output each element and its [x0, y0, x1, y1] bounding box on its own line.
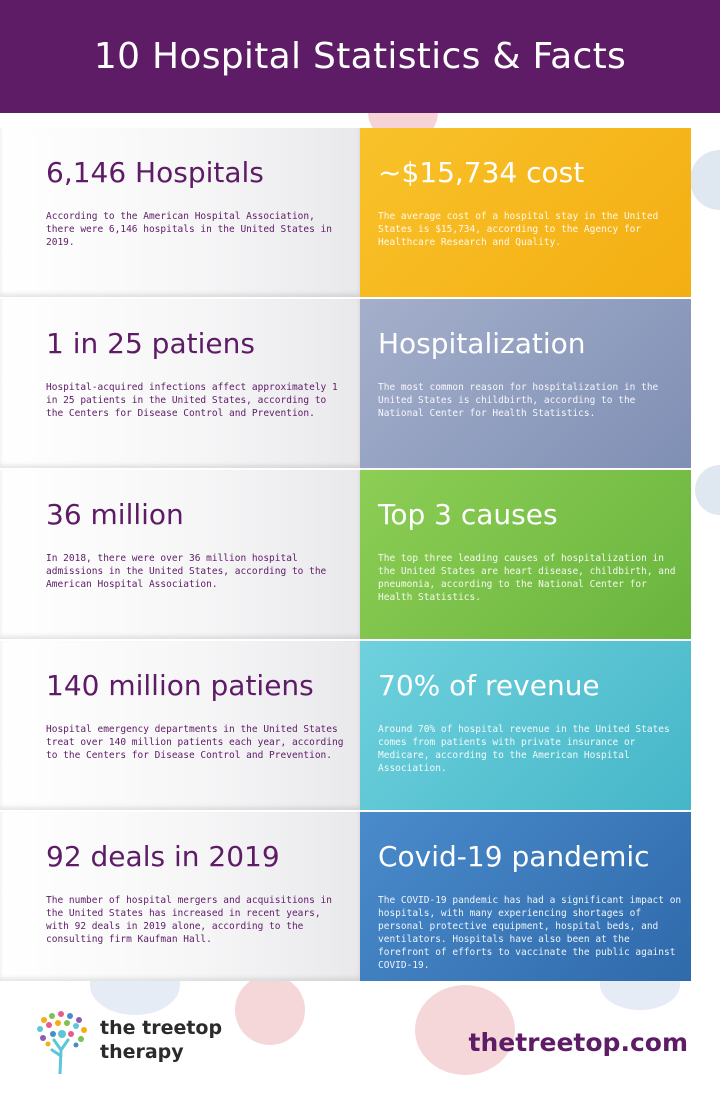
website-link[interactable]: thetreetop.com: [468, 1028, 688, 1057]
stat-title: 140 million patiens: [46, 669, 314, 702]
tree-logo-icon: [34, 1010, 90, 1074]
stat-card-right: [360, 299, 691, 468]
stat-title: 92 deals in 2019: [46, 840, 280, 873]
stat-card-left: [0, 470, 360, 639]
page-title: 10 Hospital Statistics & Facts: [93, 36, 627, 77]
stat-row: [0, 128, 720, 297]
brand-line: therapy: [100, 1041, 184, 1063]
stat-description: The COVID-19 pandemic has had a significant impact on hospitals, with many experiencing shortages of personal protective equipment, hospital beds, and ventilators. Hospitals have also been at the forefront of efforts to vaccinate the public against COVID-19.: [378, 895, 682, 971]
stat-card-left: [0, 128, 360, 297]
stat-card-right: [360, 812, 691, 981]
stat-card-left: [0, 812, 360, 981]
stat-card-left: [0, 299, 360, 468]
stat-title: 6,146 Hospitals: [46, 156, 264, 189]
stat-description: The top three leading causes of hospitalization in the United States are heart disease, childbirth, and pneumonia, according to the National Center for Health Statistics.: [378, 553, 676, 603]
decor-dot: [235, 975, 305, 1045]
stat-description: The most common reason for hospitalization in the United States is childbirth, according to the National Center for Health Statistics.: [378, 382, 659, 419]
stat-description: Hospital emergency departments in the United States treat over 140 million patients each year, according to the Centers for Disease Control and Prevention.: [46, 724, 344, 761]
stat-title: 1 in 25 patiens: [46, 327, 255, 360]
stat-row: [0, 470, 720, 639]
stat-description: The average cost of a hospital stay in the United States is $15,734, according to the Agency for Healthcare Research and Quality.: [378, 211, 659, 248]
brand-name: [100, 1016, 222, 1064]
stat-row: [0, 641, 720, 810]
page-header: [0, 0, 720, 113]
stat-title: 36 million: [46, 498, 184, 531]
stat-description: The number of hospital mergers and acquisitions in the United States has increased in recent years, with 92 deals in 2019 alone, according to the consulting firm Kaufman Hall.: [46, 895, 332, 945]
stat-row: [0, 812, 720, 981]
stat-card-left: [0, 641, 360, 810]
stat-card-right: [360, 641, 691, 810]
stat-title: ~$15,734 cost: [378, 156, 585, 189]
stat-description: Hospital-acquired infections affect approximately 1 in 25 patients in the United States, according to the Centers for Disease Control and Prevention.: [46, 382, 338, 419]
stat-card-right: [360, 470, 691, 639]
stat-description: In 2018, there were over 36 million hospital admissions in the United States, according to the American Hospital Association.: [46, 553, 327, 590]
stat-title: 70% of revenue: [378, 669, 600, 702]
stat-title: Top 3 causes: [378, 498, 558, 531]
stat-title: Covid-19 pandemic: [378, 840, 650, 873]
stat-title: Hospitalization: [378, 327, 586, 360]
stat-card-right: [360, 128, 691, 297]
stat-description: According to the American Hospital Association, there were 6,146 hospitals in the United States in 2019.: [46, 211, 332, 248]
stat-row: [0, 299, 720, 468]
brand-line: the treetop: [100, 1017, 223, 1039]
stat-description: Around 70% of hospital revenue in the United States comes from patients with private insurance or Medicare, according to the American Hospital Association.: [378, 724, 670, 774]
